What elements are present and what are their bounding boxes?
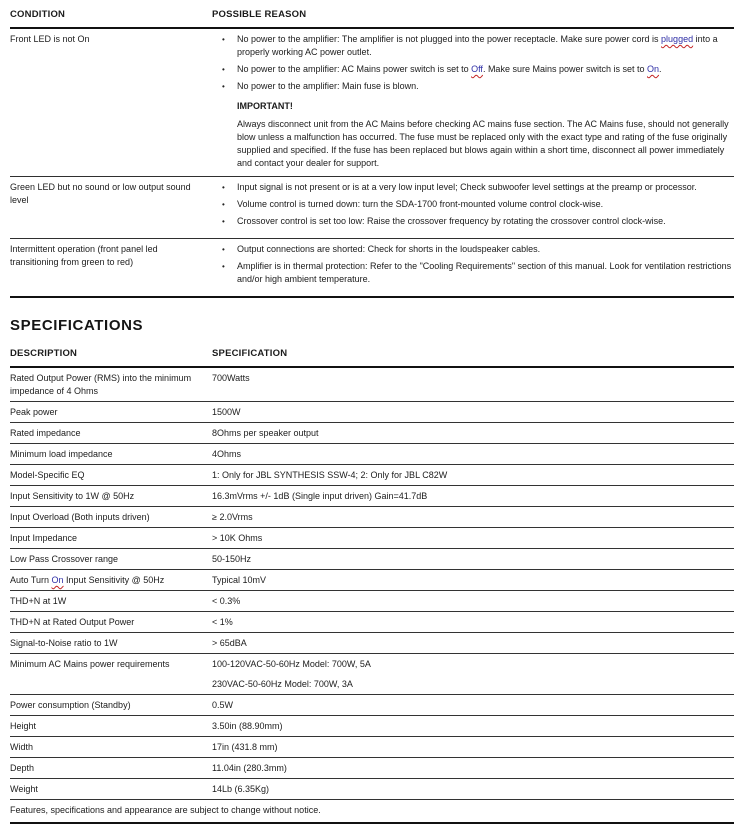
condition-cell: Front LED is not On — [10, 34, 90, 44]
spellcheck-flagged-word: On — [51, 575, 64, 585]
spec-row — [10, 549, 734, 570]
spec-value: 0.5W — [212, 700, 234, 710]
bullet-icon: • — [222, 245, 225, 254]
spec-description: Signal-to-Noise ratio to 1W — [10, 638, 118, 648]
condition-cell: Green LED but no sound or low output sound level — [10, 182, 191, 205]
possible-reason-column-header: POSSIBLE REASON — [212, 9, 307, 20]
spec-value: 700Watts — [212, 373, 250, 383]
spec-header-row — [10, 344, 734, 368]
spec-value: 3.50in (88.90mm) — [212, 721, 283, 731]
text-segment: Auto Turn — [10, 575, 52, 585]
spec-value: 8Ohms per speaker output — [212, 428, 319, 438]
description-column-header: DESCRIPTION — [10, 348, 78, 359]
spec-value: 50-150Hz — [212, 554, 252, 564]
spec-row — [10, 654, 734, 695]
spec-row — [10, 486, 734, 507]
spec-row — [10, 758, 734, 779]
bullet-item — [222, 80, 734, 93]
spec-value: 16.3mVrms +/- 1dB (Single input driven) Gain=41.7dB — [212, 491, 428, 501]
spec-row — [10, 528, 734, 549]
bullet-text: No power to the amplifier: Main fuse is blown. — [237, 81, 419, 91]
spec-row — [10, 737, 734, 758]
spec-description: Input Overload (Both inputs driven) — [10, 512, 150, 522]
spec-value: 1: Only for JBL SYNTHESIS SSW-4; 2: Only for JBL C82W — [212, 470, 448, 480]
spec-value-line: 230VAC-50-60Hz Model: 700W, 3A — [212, 679, 353, 689]
bullet-item — [222, 198, 734, 211]
spec-value: Typical 10mV — [212, 575, 267, 585]
bullet-icon: • — [222, 65, 225, 74]
bullet-text: Output connections are shorted: Check for shorts in the loudspeaker cables. — [237, 244, 541, 254]
spec-description: Height — [10, 721, 37, 731]
important-text: Always disconnect unit from the AC Mains before checking AC mains fuse section. The AC Mains fuse, should not generally blow unless a malfunction has occurred. The fuse must be replaced only with the exact type and rating of the fuse originally supplied and specified. If the fuse has been replaced but blows again within a short time, disconnect all power immediately and contact your dealer for support. — [237, 119, 729, 168]
spec-value: 14Lb (6.35Kg) — [212, 784, 270, 794]
spec-row — [10, 612, 734, 633]
text-segment: . — [659, 64, 662, 74]
spec-description: Peak power — [10, 407, 58, 417]
bullet-text: Volume control is turned down: turn the SDA-1700 front-mounted volume control clock-wise. — [237, 199, 604, 209]
text-segment: No power to the amplifier: The amplifier is not plugged into the power receptacle. Make sure power cord is — [237, 34, 662, 44]
spec-value: > 10K Ohms — [212, 533, 263, 543]
spec-value — [212, 658, 734, 691]
spec-value: < 1% — [212, 617, 233, 627]
page-title: SPECIFICATIONS — [10, 317, 144, 334]
condition-cell: Intermittent operation (front panel led transitioning from green to red) — [10, 244, 158, 267]
spec-description: Minimum AC Mains power requirements — [10, 659, 170, 669]
table-row — [10, 177, 734, 239]
bullet-text — [237, 33, 734, 59]
troubleshooting-header-row — [10, 5, 734, 29]
spec-row — [10, 633, 734, 654]
bullet-text: Input signal is not present or is at a very low input level; Check subwoofer level settings at the preamp or processor. — [237, 182, 697, 192]
spec-value: 17in (431.8 mm) — [212, 742, 278, 752]
spec-description: Minimum load impedance — [10, 449, 113, 459]
bullet-text — [237, 63, 734, 76]
bullet-text: Amplifier is in thermal protection: Refer to the "Cooling Requirements" section of this manual. Look for ventilation restrictions and/or high ambient temperature. — [237, 261, 732, 284]
text-segment: Input Sensitivity @ 50Hz — [63, 575, 165, 585]
spec-description: Rated Output Power (RMS) into the minimum impedance of 4 Ohms — [10, 373, 192, 396]
bullet-icon: • — [222, 35, 225, 44]
spec-row — [10, 423, 734, 444]
spec-description: Model-Specific EQ — [10, 470, 85, 480]
bullet-item — [222, 215, 734, 228]
text-segment: No power to the amplifier: AC Mains power switch is set to — [237, 64, 472, 74]
specification-column-header: SPECIFICATION — [212, 348, 288, 359]
bullet-item — [222, 63, 734, 76]
bullet-icon: • — [222, 262, 225, 271]
spec-row — [10, 368, 734, 402]
table-row — [10, 239, 734, 298]
bullet-item — [222, 243, 734, 256]
spec-value: 11.04in (280.3mm) — [212, 763, 287, 773]
text-segment: into a properly working AC power outlet. — [237, 34, 718, 57]
important-label: IMPORTANT! — [237, 101, 293, 111]
footer-note: Features, specifications and appearance are subject to change without notice. — [10, 800, 734, 824]
spec-row — [10, 779, 734, 800]
spec-description: Input Impedance — [10, 533, 78, 543]
spec-row — [10, 465, 734, 486]
spec-row — [10, 402, 734, 423]
spec-value: ≥ 2.0Vrms — [212, 512, 253, 522]
spec-row — [10, 695, 734, 716]
spec-row — [10, 507, 734, 528]
spec-row — [10, 444, 734, 465]
spec-description: THD+N at Rated Output Power — [10, 617, 135, 627]
bullet-icon: • — [222, 82, 225, 91]
bullet-icon: • — [222, 217, 225, 226]
spec-row — [10, 716, 734, 737]
spec-row — [10, 591, 734, 612]
spec-value: 4Ohms — [212, 449, 242, 459]
important-notice — [237, 100, 734, 170]
spec-description — [10, 574, 212, 587]
troubleshooting-table — [10, 5, 734, 298]
bullet-item — [222, 33, 734, 59]
bullet-text: Crossover control is set too low: Raise the crossover frequency by rotating the crossover control clock-wise. — [237, 216, 666, 226]
condition-column-header: CONDITION — [10, 9, 66, 20]
bullet-item — [222, 181, 734, 194]
reason-cell — [212, 33, 734, 170]
spellcheck-flagged-word: plugged — [661, 34, 694, 44]
spec-value: 1500W — [212, 407, 241, 417]
specifications-table — [10, 344, 734, 824]
bullet-item — [222, 260, 734, 286]
spec-description: Input Sensitivity to 1W @ 50Hz — [10, 491, 135, 501]
reason-cell — [212, 243, 734, 290]
spellcheck-flagged-word: On — [647, 64, 660, 74]
spec-description: THD+N at 1W — [10, 596, 67, 606]
text-segment: . Make sure Mains power switch is set to — [482, 64, 647, 74]
reason-cell — [212, 181, 734, 232]
bullet-icon: • — [222, 200, 225, 209]
spec-description: Rated impedance — [10, 428, 81, 438]
spec-value: > 65dBA — [212, 638, 247, 648]
spec-value: < 0.3% — [212, 596, 241, 606]
spec-description: Depth — [10, 763, 35, 773]
spec-description: Width — [10, 742, 34, 752]
spec-description: Power consumption (Standby) — [10, 700, 131, 710]
spellcheck-flagged-word: Off — [471, 64, 483, 74]
spec-description: Weight — [10, 784, 38, 794]
spec-description: Low Pass Crossover range — [10, 554, 119, 564]
spec-value-line: 100-120VAC-50-60Hz Model: 700W, 5A — [212, 659, 371, 669]
table-row — [10, 29, 734, 177]
bullet-icon: • — [222, 183, 225, 192]
spec-row — [10, 570, 734, 591]
